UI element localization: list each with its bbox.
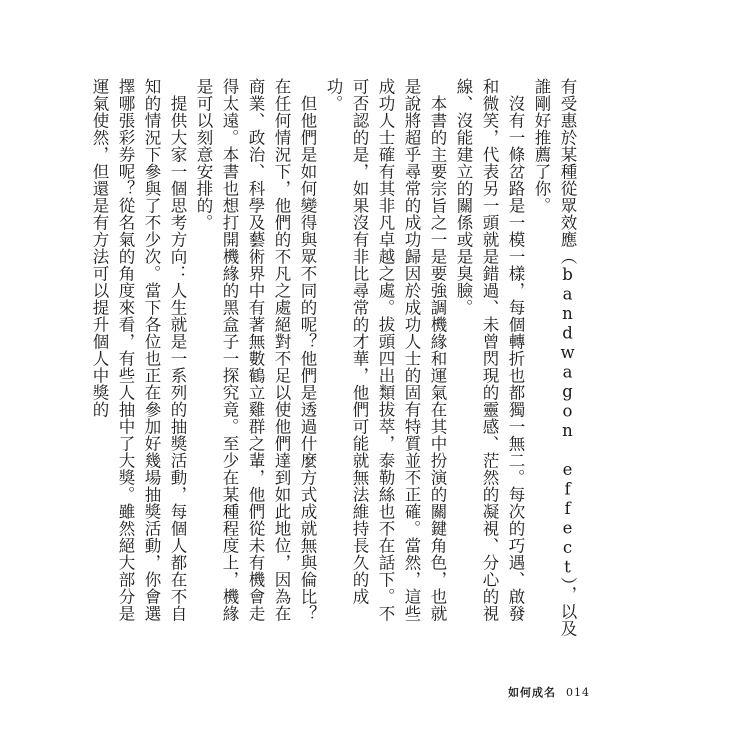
body-text	[90, 78, 580, 638]
paragraph-5: 提供大家一個思考方向：人生就是一系列的抽獎活動，每個人都在不自知的情況下參與了不少次。當下各位也正在參加好幾場抽獎活動，你會選擇哪張彩券呢？從名氣的角度來看，有些人抽中了大獎。雖然絕大部分是運氣使然，但還是有方法可以提升個人中獎的	[90, 78, 187, 622]
paragraph-3: 本書的主要宗旨之一是要強調機緣和運氣在其中扮演的關鍵角色，也就是說將超乎尋常的成功歸因於成功人士的固有特質並不正確。當然，這些成功人士確有其非凡卓越之處。拔頭四出類拔萃，泰勒絲也不在話下。不可否認的是，如果沒有非比尋常的才華，他們可能就無法維持長久的成功。	[324, 78, 447, 622]
page-number: 014	[566, 686, 590, 699]
page-footer	[508, 684, 590, 700]
paragraph-1: 有受惠於某種從眾效應（bandwagon effect），以及誰剛好推薦了你。	[532, 78, 577, 637]
book-title: 如何成名	[508, 686, 556, 699]
paragraph-4: 但他們是如何變得與眾不同的呢？他們是透過什麼方式成就無與倫比？在任何情況下，他們的不凡之處絕對不足以使他們達到如此地位，因為在商業、政治、科學及藝術界中有著無數鶴立雞群之輩，他們從未有機會走得太遠。本書也想打開機緣的黑盒子一探究竟。至少在某種程度上，機緣是可以刻意安排的。	[194, 78, 317, 622]
paragraph-2: 沒有一條岔路是一模一樣，每個轉折也都獨一無二。每次的巧遇、啟發和微笑，代表另一頭就是錯過、未曾閃現的靈感、茫然的凝視、分心的視線、沒能建立的關係或是臭臉。	[454, 78, 525, 622]
